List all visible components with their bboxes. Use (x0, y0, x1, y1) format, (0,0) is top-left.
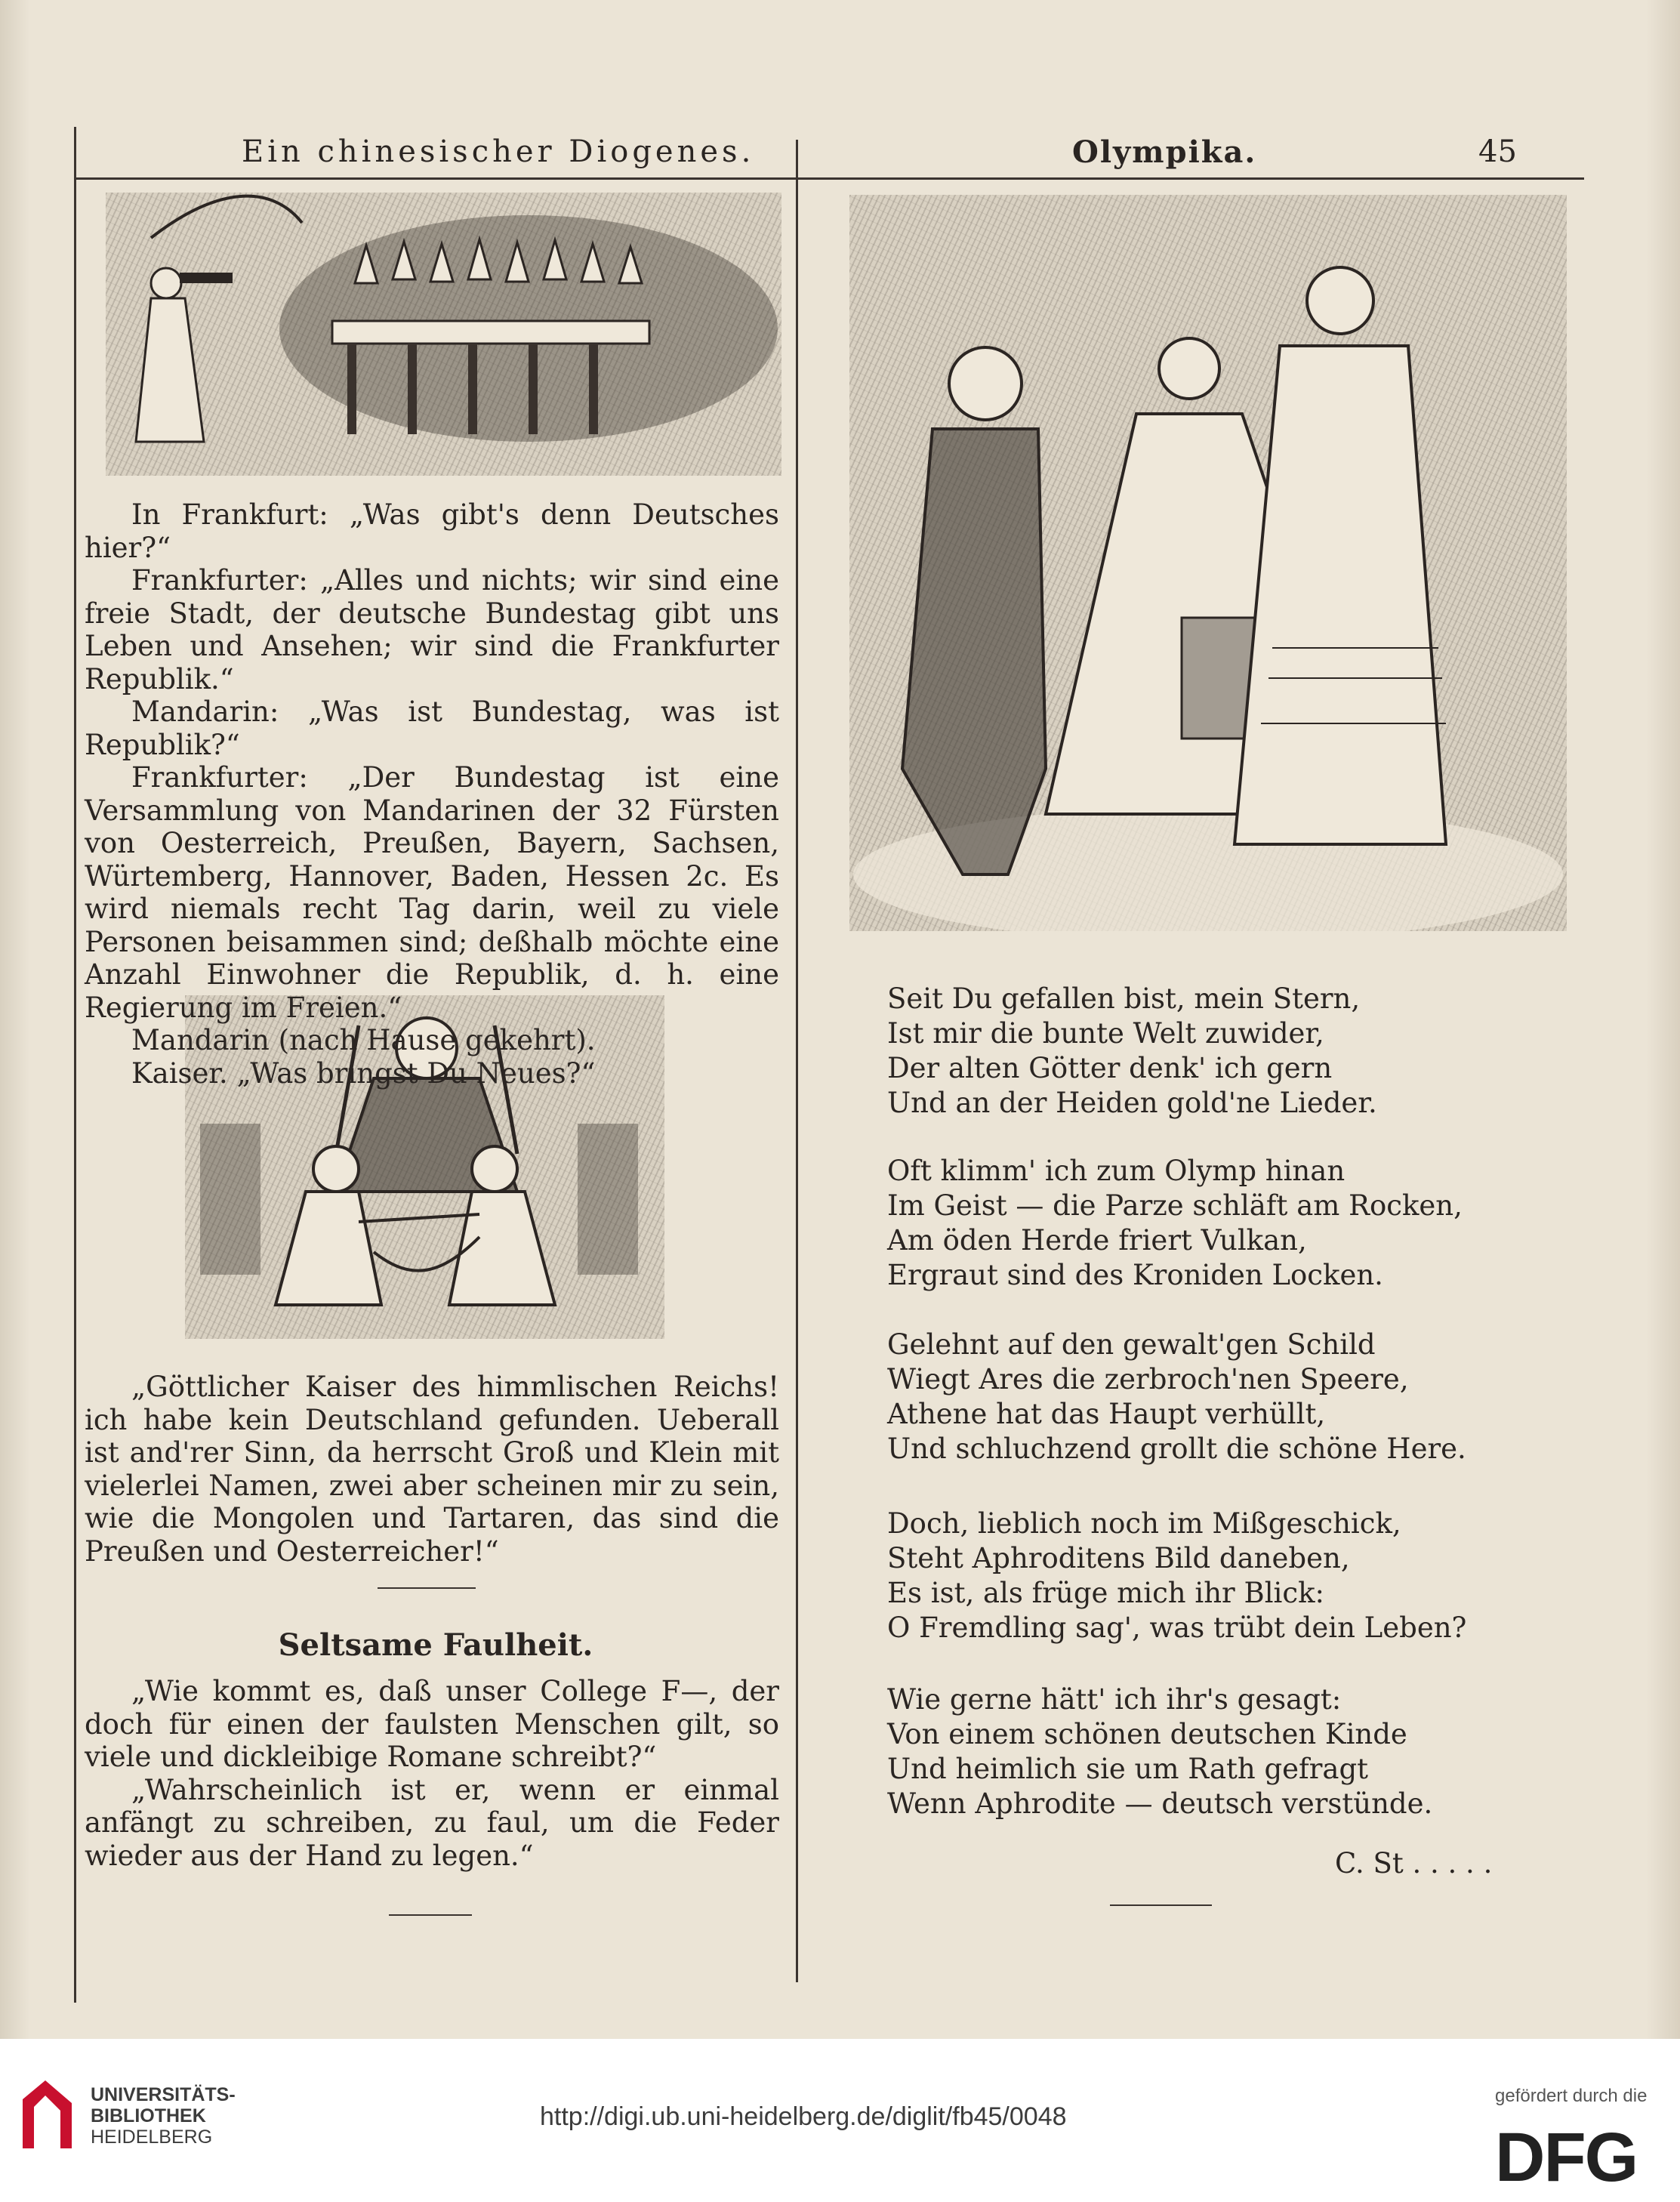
poem-line: O Fremdling sag', was trübt dein Leben? (887, 1611, 1467, 1644)
illustration-olympus-gods (849, 195, 1567, 931)
dialogue-line: Kaiser. „Was bringst Du Neues?“ (131, 1056, 596, 1090)
poem-line: Und an der Heiden gold'ne Lieder. (887, 1087, 1377, 1119)
frame-rule-left (74, 127, 76, 2003)
illustration-council-table (106, 193, 781, 476)
poem-line: Oft klimm' ich zum Olymp hinan (887, 1155, 1346, 1187)
poem-stanza-4 (887, 1507, 1466, 1645)
poem-line: Seit Du gefallen bist, mein Stern, (887, 982, 1361, 1015)
dialogue-line: Mandarin: „Was ist Bundestag, was ist Republik?“ (85, 695, 779, 761)
university-line: BIBLIOTHEK (91, 2105, 206, 2126)
poem-stanza-1 (887, 982, 1377, 1121)
poem-stanza-5 (887, 1682, 1432, 1821)
poem-line: Und schluchzend grollt die schöne Here. (887, 1433, 1466, 1465)
dialogue-line: Frankfurter: „Alles und nichts; wir sind eine freie Stadt, der deutsche Bundestag gibt uns Leben und Ansehen; wir sind die Frankfurter Republik.“ (85, 564, 779, 695)
digital-copy-url[interactable]: http://digi.ub.uni-heidelberg.de/diglit/fb45/0048 (540, 2102, 1067, 2131)
seltsame-faulheit-article (85, 1675, 779, 1872)
poem-line: Doch, lieblich noch im Mißgeschick, (887, 1507, 1401, 1540)
right-header-title: Olympika. (1072, 134, 1257, 170)
closing-divider-right (1110, 1904, 1212, 1906)
poem-line: Gelehnt auf den gewalt'gen Schild (887, 1328, 1376, 1361)
poem-line: Wiegt Ares die zerbroch'nen Speere, (887, 1363, 1409, 1396)
poem-line: Im Geist — die Parze schläft am Rocken, (887, 1189, 1463, 1222)
poem-line: Wenn Aphrodite — deutsch verstünde. (887, 1787, 1433, 1820)
poem-stanza-3 (887, 1328, 1466, 1466)
funding-note: gefördert durch die (1495, 2086, 1648, 2106)
poem-line: Am öden Herde friert Vulkan, (887, 1224, 1307, 1257)
section-divider (378, 1587, 476, 1589)
frankfurt-dialogue (85, 498, 779, 1090)
university-library-name (91, 2084, 236, 2148)
poem-line: Von einem schönen deutschen Kinde (887, 1718, 1407, 1750)
left-header-title: Ein chinesischer Diogenes. (242, 134, 755, 169)
dfg-logo: DFG (1495, 2119, 1638, 2196)
poem-line: Wie gerne hätt' ich ihr's gesagt: (887, 1683, 1342, 1716)
article-paragraph: „Wie kommt es, daß unser College F—, der doch für einen der faulsten Menschen gilt, so viele und dickleibige Romane schreibt?“ (85, 1675, 779, 1773)
report-paragraph: „Göttlicher Kaiser des himmlischen Reichs! ich habe kein Deutschland gefunden. Ueberall ist and'rer Sinn, da herrscht Groß und Klein mit vielerlei Namen, zwei aber scheinen mir zu sein, wie die Mongolen und Tartaren, das sind die Preußen und Oesterreicher!“ (85, 1371, 779, 1568)
poem-line: Steht Aphroditens Bild daneben, (887, 1542, 1350, 1574)
column-divider (796, 140, 798, 1982)
header-rule (74, 177, 1584, 180)
dialogue-line: Mandarin (nach Hause gekehrt). (131, 1024, 596, 1056)
page-number: 45 (1478, 134, 1517, 169)
dialogue-line: In Frankfurt: „Was gibt's denn Deutsches hier?“ (85, 498, 779, 564)
mandarin-report (85, 1371, 779, 1568)
closing-divider-left (389, 1914, 472, 1916)
poem-line: Und heimlich sie um Rath gefragt (887, 1753, 1369, 1785)
university-library-logo-icon (15, 2077, 79, 2152)
university-line: HEIDELBERG (91, 2126, 213, 2148)
article-paragraph: „Wahrscheinlich ist er, wenn er einmal anfängt zu schreiben, zu faul, um die Feder wieder aus der Hand zu legen.“ (85, 1773, 779, 1872)
university-line: UNIVERSITÄTS- (91, 2084, 236, 2105)
poem-line: Es ist, als früge mich ihr Blick: (887, 1577, 1324, 1609)
article-title: Seltsame Faulheit. (278, 1627, 593, 1663)
dialogue-line: Frankfurter: „Der Bundestag ist eine Versammlung von Mandarinen der 32 Fürsten von Oesterreich, Preußen, Bayern, Sachsen, Würtemberg, Hannover, Baden, Hessen 2c. Es wird niemals recht Tag darin, weil zu viele Personen beisammen sind; deßhalb möchte eine Anzahl Einwohner die Republik, d. h. eine Regierung im Freien.“ (85, 761, 779, 1024)
poem-stanza-2 (887, 1154, 1463, 1293)
poem-line: Ergraut sind des Kroniden Locken. (887, 1259, 1383, 1291)
poem-line: Athene hat das Haupt verhüllt, (887, 1398, 1326, 1430)
poem-line: Ist mir die bunte Welt zuwider, (887, 1017, 1324, 1050)
poem-line: Der alten Götter denk' ich gern (887, 1052, 1333, 1084)
poem-signature: C. St . . . . . (1335, 1847, 1493, 1880)
